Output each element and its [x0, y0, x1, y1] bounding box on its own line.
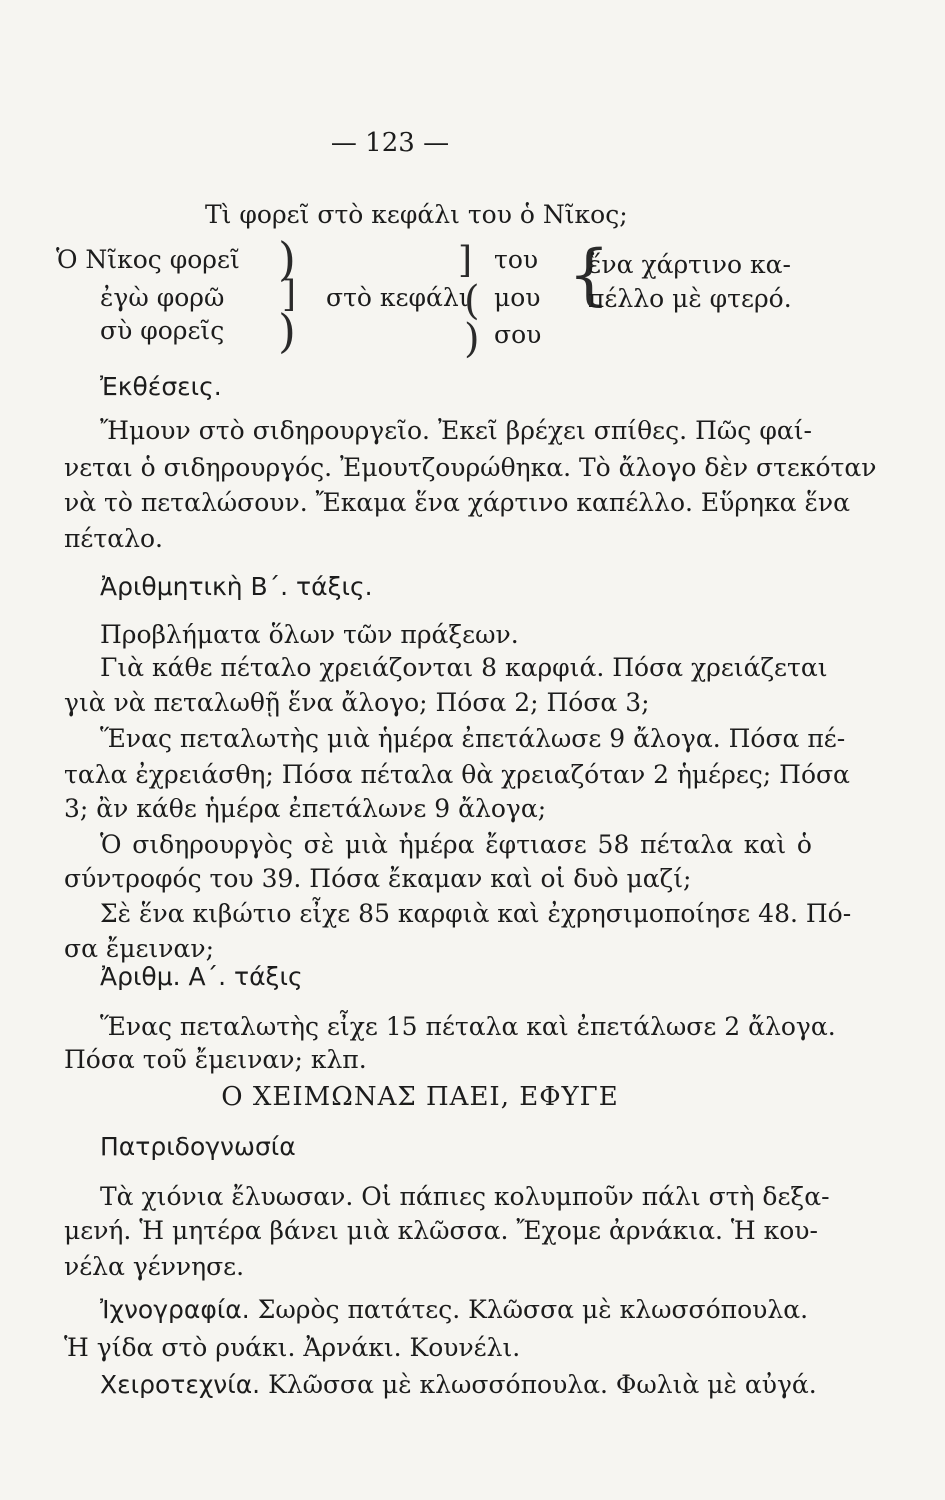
text-line: πέταλο. [64, 524, 163, 553]
heading-arithmetic-b: Ἀριθμητικὴ Β΄. τάξις. [100, 572, 373, 601]
text-line: μενή. Ἡ μητέρα βάνει μιὰ κλῶσσα. Ἔχομε ἀρνάκια. Ἡ κου- [64, 1216, 818, 1245]
text-line: Σὲ ἕνα κιβώτιο εἶχε 85 καρφιὰ καὶ ἐχρησιμοποίησε 48. Πό- [100, 899, 852, 928]
text-line: Προβλήματα ὅλων τῶν πράξεων. [100, 620, 519, 649]
text-line: ταλα ἐχρειάσθη; Πόσα πέταλα θὰ χρειαζόταν 2 ἡμέρες; Πόσα [64, 760, 850, 789]
text-line: Γιὰ κάθε πέταλο χρειάζονται 8 καρφιά. Πόσα χρειάζεται [100, 653, 828, 682]
pronoun-2: μου [494, 283, 541, 312]
chapter-title: Ο ΧΕΙΜΩΝΑΣ ΠΑΕΙ, ΕΦΥΓΕ [221, 1082, 619, 1112]
bracket-mid: ] [282, 274, 297, 315]
text-line: Ἤμουν στὸ σιδηρουργεῖο. Ἐκεῖ βρέχει σπίθες. Πῶς φαί- [100, 416, 812, 445]
text-line: νὰ τὸ πεταλώσουν. Ἔκαμα ἕνα χάρτινο καπέλλο. Εὕρηκα ἕνα [64, 488, 850, 517]
middle-text: στὸ κεφάλι [326, 283, 469, 312]
text-line: Τὰ χιόνια ἔλυωσαν. Οἱ πάπιες κολυμποῦν πάλι στὴ δεξα- [100, 1182, 830, 1211]
bracket-object: { [568, 236, 610, 313]
text-line: Πόσα τοῦ ἔμειναν; κλπ. [64, 1045, 367, 1074]
object-line-2: πέλλο μὲ φτερό. [588, 284, 792, 313]
page-number: — 123 — [330, 128, 450, 158]
bracket-right-bot: ) [464, 316, 480, 362]
text-line: Ἕνας πεταλωτὴς εἶχε 15 πέταλα καὶ ἐπετάλωσε 2 ἄλογα. [100, 1012, 836, 1041]
heading-ektheseis: Ἐκθέσεις. [100, 372, 222, 401]
text-line: Ἕνας πεταλωτὴς μιὰ ἡμέρα ἐπετάλωσε 9 ἄλογα. Πόσα πέ- [100, 724, 846, 753]
pronoun-1: του [494, 245, 539, 274]
heading-cheirotechnia: Χειροτεχνία. [100, 1370, 261, 1399]
heading-ichnografia: Ἰχνογραφία. [100, 1295, 250, 1324]
bracket-right-mid: ( [464, 278, 480, 324]
ichnografia-text: Σωρὸς πατάτες. Κλῶσσα μὲ κλωσσόπουλα. [257, 1295, 809, 1324]
bracket-right-top: ] [458, 240, 473, 281]
text-line: γιὰ νὰ πεταλωθῇ ἕνα ἄλογο; Πόσα 2; Πόσα 3; [64, 688, 650, 717]
bracket-left: ) [278, 232, 296, 286]
text-line: νέλα γέννησε. [64, 1252, 245, 1281]
text-line: σα ἔμειναν; [64, 934, 215, 963]
ichnografia-line [100, 1293, 812, 1327]
subject-2: ἐγὼ φορῶ [100, 283, 225, 312]
text-line: νεται ὁ σιδηρουργός. Ἐμουτζουρώθηκα. Τὸ ἄλογο δὲν στεκόταν [64, 453, 877, 482]
heading-patridognosia: Πατριδογνωσία [100, 1132, 296, 1161]
text-line: Ὁ σιδηρουργὸς σὲ μιὰ ἡμέρα ἔφτιασε 58 πέταλα καὶ ὁ [100, 830, 812, 859]
cheirotechnia-text: Κλῶσσα μὲ κλωσσόπουλα. Φωλιὰ μὲ αὐγά. [268, 1370, 817, 1399]
text-line: Ἡ γίδα στὸ ρυάκι. Ἀρνάκι. Κουνέλι. [64, 1333, 521, 1362]
pronoun-3: σου [494, 320, 542, 349]
bracket-left-2: ) [278, 304, 296, 358]
object-line-1: ἕνα χάρτινο κα- [588, 250, 791, 279]
text-line: σύντροφός του 39. Πόσα ἔκαμαν καὶ οἱ δυὸ μαζί; [64, 864, 692, 893]
cheirotechnia-line [100, 1368, 817, 1402]
text-line: 3; ἂν κάθε ἡμέρα ἐπετάλωνε 9 ἄλογα; [64, 794, 547, 823]
subject-3: σὺ φορεῖς [100, 316, 225, 345]
heading-arithmetic-a: Ἀριθμ. Α΄. τάξις [100, 962, 303, 991]
question-line: Τὶ φορεῖ στὸ κεφάλι του ὁ Νῖκος; [205, 200, 628, 229]
subject-1: Ὁ Νῖκος φορεῖ [56, 245, 240, 274]
